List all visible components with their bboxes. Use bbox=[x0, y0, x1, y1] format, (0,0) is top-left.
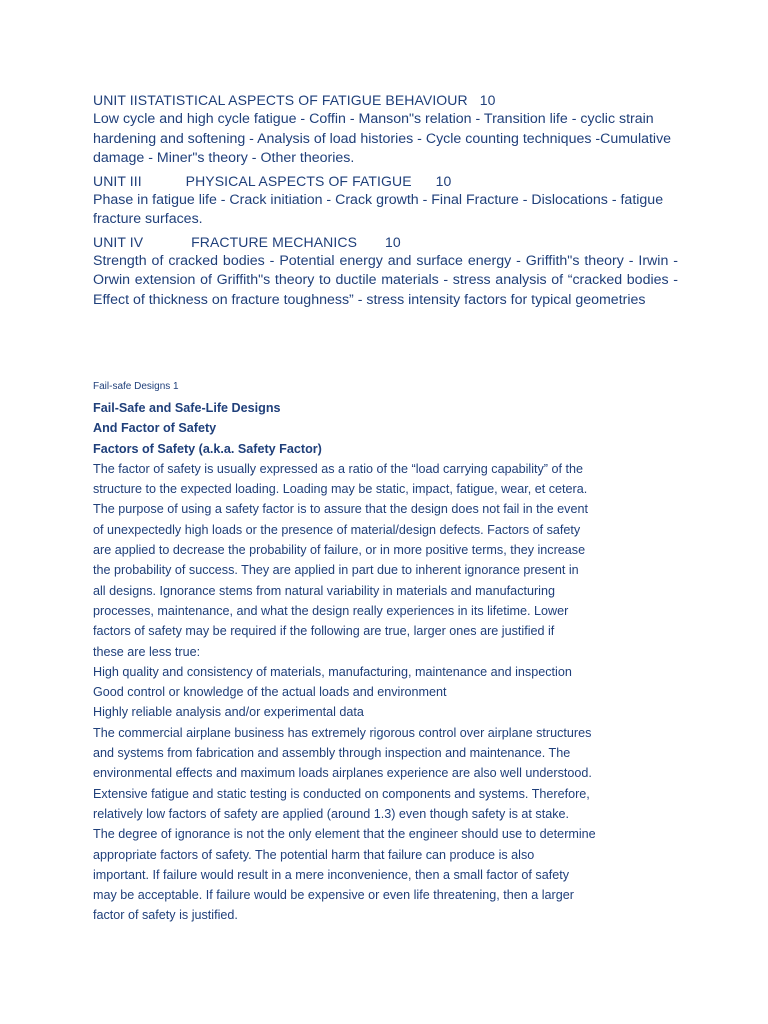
body-line: processes, maintenance, and what the design really experiences in its lifetime. Lower bbox=[93, 603, 569, 618]
section-title: Fail-Safe and Safe-Life Designs bbox=[93, 401, 281, 415]
body-line: relatively low factors of safety are applied (around 1.3) even though safety is at stake. bbox=[93, 806, 570, 821]
section-subtitle: And Factor of Safety bbox=[93, 421, 217, 436]
fail-safe-section bbox=[93, 380, 673, 926]
body-line: Highly reliable analysis and/or experimental data bbox=[93, 705, 364, 720]
body-line: The degree of ignorance is not the only element that the engineer should use to determine bbox=[93, 827, 596, 842]
page-header: Fail-safe Designs 1 bbox=[93, 381, 179, 392]
body-line: all designs. Ignorance stems from natural variability in materials and manufacturing bbox=[93, 583, 555, 598]
unit-3-body: Phase in fatigue life - Crack initiation - Crack growth - Final Fracture - Dislocations - fatigue fracture surfaces. bbox=[93, 191, 664, 227]
unit-4-heading: UNIT IV FRACTURE MECHANICS 10 bbox=[93, 233, 401, 250]
body-line: important. If failure would result in a mere inconvenience, then a small factor of safety bbox=[93, 867, 569, 882]
body-line: factor of safety is justified. bbox=[93, 908, 238, 923]
body-line: the probability of success. They are applied in part due to inherent ignorance present in bbox=[93, 563, 579, 578]
body-line: may be acceptable. If failure would be expensive or even life threatening, then a larger bbox=[93, 888, 574, 903]
body-text bbox=[93, 459, 673, 926]
syllabus-section bbox=[93, 90, 678, 312]
body-line: High quality and consistency of materials, manufacturing, maintenance and inspection bbox=[93, 664, 572, 679]
body-line: these are less true: bbox=[93, 644, 201, 659]
body-line: of unexpectedly high loads or the presence of material/design defects. Factors of safety bbox=[93, 522, 581, 537]
subsection-title: Factors of Safety (a.k.a. Safety Factor) bbox=[93, 441, 322, 456]
body-line: The purpose of using a safety factor is to assure that the design does not fail in the event bbox=[93, 502, 588, 517]
body-line: The factor of safety is usually expressed as a ratio of the “load carrying capability” of the bbox=[93, 461, 584, 476]
body-line: The commercial airplane business has extremely rigorous control over airplane structures bbox=[93, 725, 592, 740]
unit-3-heading: UNIT III PHYSICAL ASPECTS OF FATIGUE 10 bbox=[93, 172, 452, 189]
unit-2-heading: UNIT IISTATISTICAL ASPECTS OF FATIGUE BEHAVIOUR 10 bbox=[93, 92, 496, 108]
body-line: environmental effects and maximum loads airplanes experience are also well understood. bbox=[93, 766, 592, 781]
body-line: structure to the expected loading. Loading may be static, impact, fatigue, wear, et cetera. bbox=[93, 482, 588, 497]
body-line: Extensive fatigue and static testing is conducted on components and systems. Therefore, bbox=[93, 786, 590, 801]
body-line: appropriate factors of safety. The potential harm that failure can produce is also bbox=[93, 847, 535, 862]
body-line: and systems from fabrication and assembly through inspection and maintenance. The bbox=[93, 746, 571, 761]
body-line: are applied to decrease the probability of failure, or in more positive terms, they increase bbox=[93, 543, 586, 558]
unit-4-body: Strength of cracked bodies - Potential energy and surface energy - Griffith"s theory - Irwin - Orwin extension of Griffith"s theory to ductile materials - stress analysis of “cracked bodies - Effect of thickness on fracture toughness” - stress intensity factors for typical geometries bbox=[93, 252, 678, 308]
body-line: factors of safety may be required if the following are true, larger ones are justified if bbox=[93, 624, 555, 639]
unit-2-body: Low cycle and high cycle fatigue - Coffin - Manson"s relation - Transition life - cyclic strain hardening and softening - Analysis of load histories - Cycle counting techniques -Cumulative damage - Miner"s theory - Other theories. bbox=[93, 111, 672, 166]
body-line: Good control or knowledge of the actual loads and environment bbox=[93, 685, 447, 700]
